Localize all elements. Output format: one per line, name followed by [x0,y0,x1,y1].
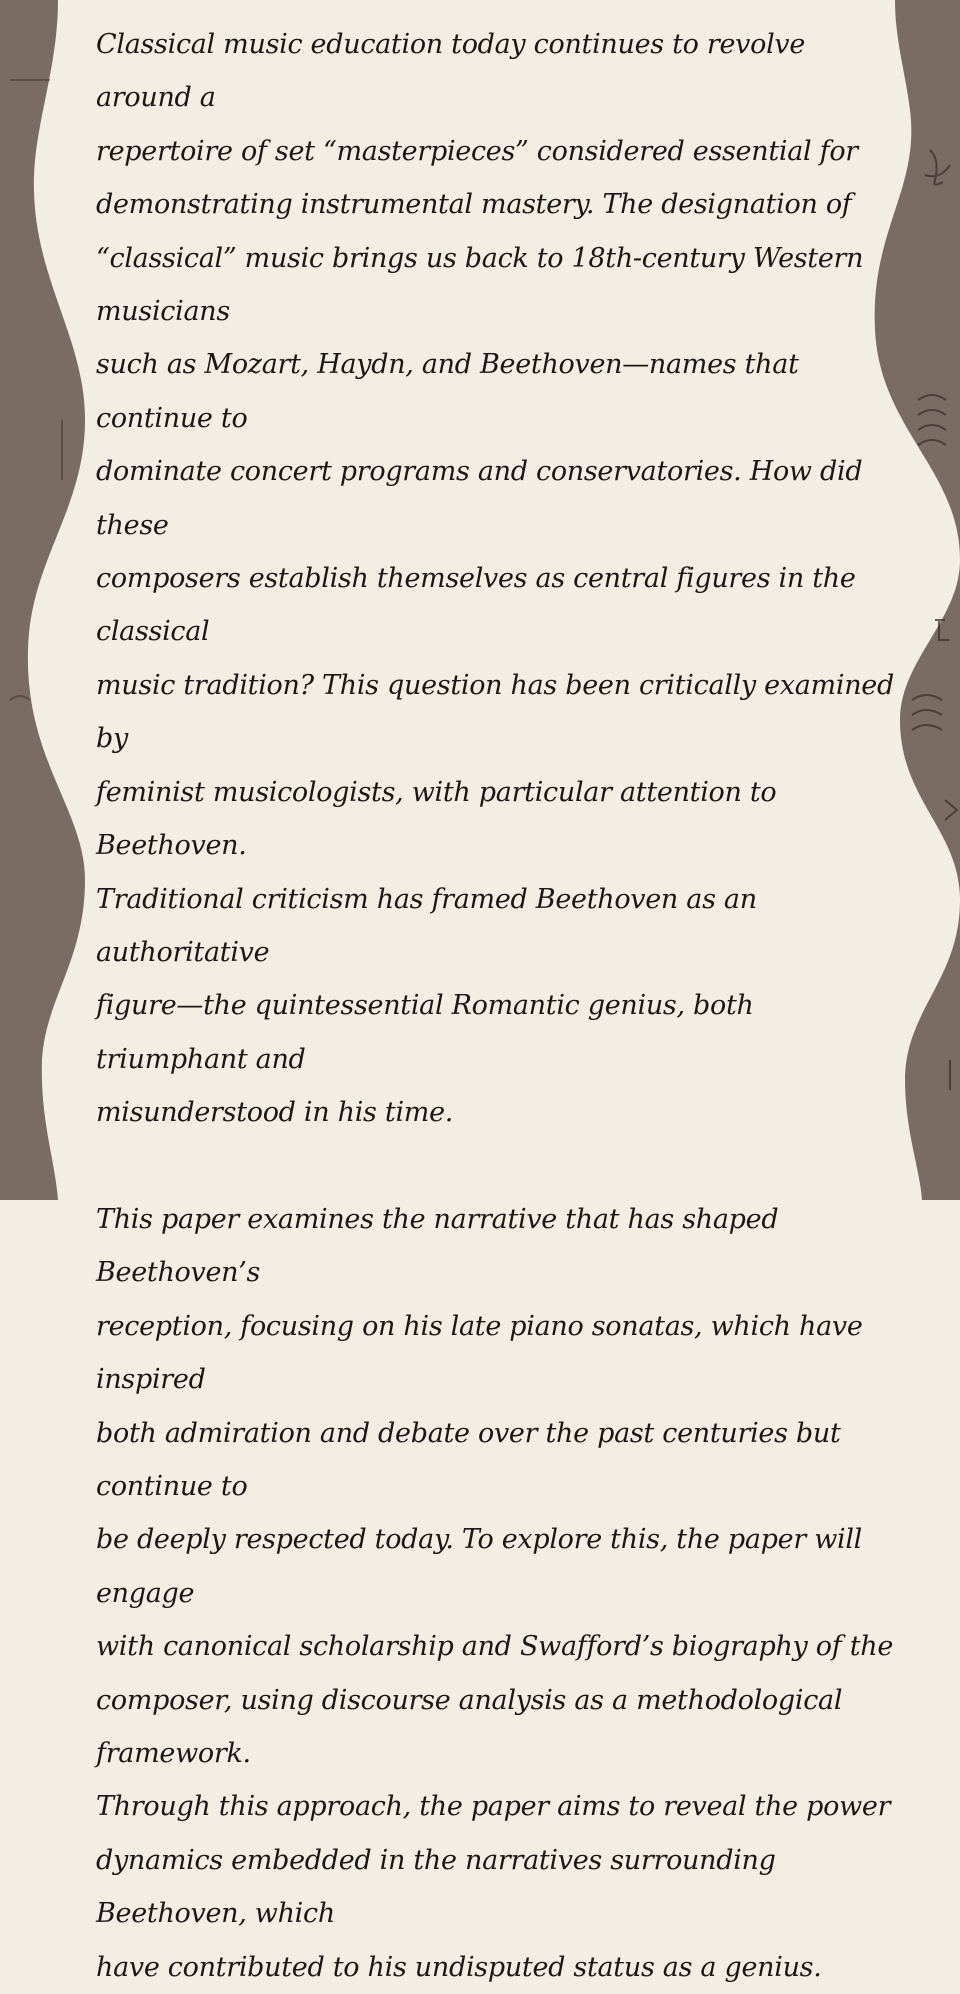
text-line: have contributed to his undisputed status as a genius. [96,1951,822,1983]
left-wavy-band [0,0,85,1200]
text-line: music tradition? This question has been critically examined by [96,669,894,755]
text-line: composer, using discourse analysis as a methodological framework. [96,1684,843,1769]
text-line: Traditional criticism has framed Beethoven as an authoritative [96,883,757,968]
text-line: feminist musicologists, with particular attention to Beethoven. [96,776,777,862]
text-line: with canonical scholarship and Swafford’s biography of the [96,1631,894,1663]
text-line: This paper examines the narrative that has shaped Beethoven’s [96,1203,779,1289]
text-line: Through this approach, the paper aims to reveal the power [96,1791,891,1823]
text-line: both admiration and debate over the past centuries but continue to [96,1417,841,1502]
text-line: dynamics embedded in the narratives surrounding Beethoven, which [96,1844,776,1930]
text-line: repertoire of set “masterpieces” considered essential for [96,135,858,167]
article-text [96,18,896,1994]
text-line: reception, focusing on his late piano sonatas, which have inspired [96,1310,863,1396]
text-line: such as Mozart, Haydn, and Beethoven—names that continue to [96,349,799,434]
text-line: demonstrating instrumental mastery. The designation of [96,189,852,221]
text-line: Classical music education today continues to revolve around a [96,29,806,114]
text-line: composers establish themselves as central figures in the classical [96,563,856,648]
text-line: be deeply respected today. To explore this, the paper will engage [96,1524,863,1609]
paragraph-2 [96,1193,896,1994]
paragraph-gap [96,1140,896,1193]
text-line: misunderstood in his time. [96,1097,454,1129]
text-line: figure—the quintessential Romantic genius, both triumphant and [96,990,754,1075]
text-line: “classical” music brings us back to 18th-century Western musicians [96,242,864,328]
text-line: dominate concert programs and conservatories. How did these [96,456,863,541]
paragraph-1 [96,18,896,1140]
